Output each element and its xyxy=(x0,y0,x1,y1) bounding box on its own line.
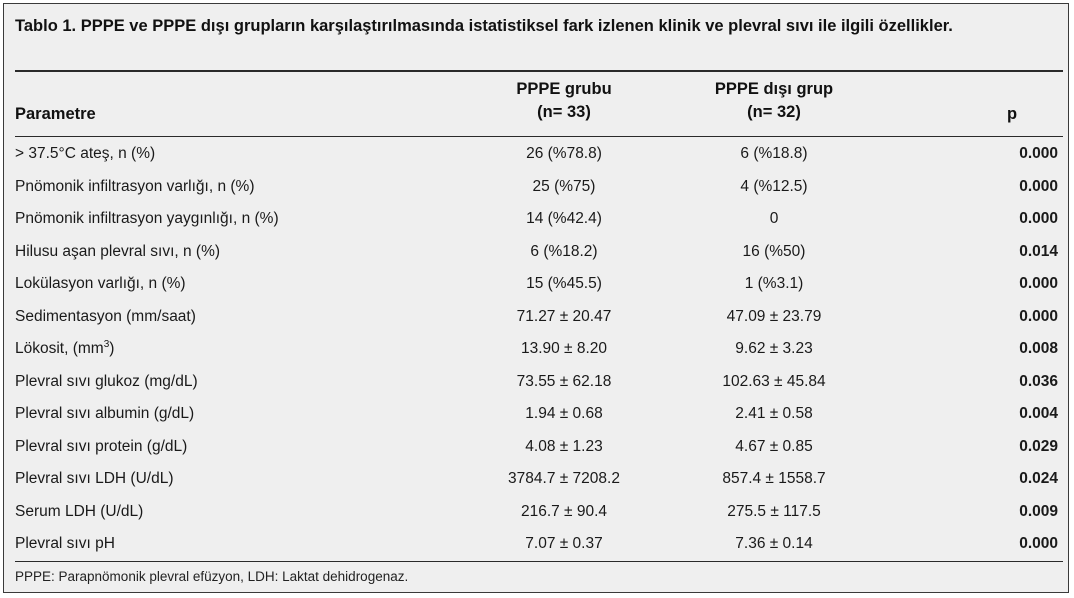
header-pppe-group-title: PPPE grubu xyxy=(516,80,612,98)
table-row xyxy=(15,398,1063,431)
row-pppe-value: 14 (%42.4) xyxy=(526,210,602,227)
header-pppe-group-n: (n= 33) xyxy=(537,103,591,121)
row-non-pppe-value: 6 (%18.8) xyxy=(740,145,808,162)
row-p-value: 0.000 xyxy=(1019,535,1058,552)
row-pppe-value: 4.08 ± 1.23 xyxy=(525,437,603,455)
row-parameter-text: Plevral sıvı glukoz (mg/dL) xyxy=(15,372,198,390)
table-row xyxy=(15,366,1063,399)
row-pppe-value: 6 (%18.2) xyxy=(530,242,598,260)
row-non-pppe-value: 857.4 ± 1558.7 xyxy=(722,470,826,487)
row-p-value: 0.029 xyxy=(1019,437,1058,455)
table-row xyxy=(15,268,1063,301)
row-parameter xyxy=(15,431,187,464)
row-parameter xyxy=(15,203,279,236)
row-parameter xyxy=(15,268,186,301)
row-parameter xyxy=(15,528,115,561)
table-row xyxy=(15,528,1063,561)
row-parameter-text: Sedimentasyon (mm/saat) xyxy=(15,307,196,325)
row-non-pppe-value: 2.41 ± 0.58 xyxy=(735,405,813,422)
row-p-value: 0.000 xyxy=(1019,210,1058,227)
row-parameter-text: Plevral sıvı albumin (g/dL) xyxy=(15,405,195,422)
row-pppe-value: 15 (%45.5) xyxy=(526,275,602,292)
row-parameter xyxy=(15,496,143,529)
row-pppe-value: 25 (%75) xyxy=(532,177,596,195)
row-parameter xyxy=(15,236,220,269)
header-non-pppe-group-n: (n= 32) xyxy=(747,103,801,121)
row-parameter xyxy=(15,366,198,399)
header-parameter: Parametre xyxy=(15,105,96,123)
row-non-pppe-value: 9.62 ± 3.23 xyxy=(735,340,813,357)
table-footnote: PPPE: Parapnömonik plevral efüzyon, LDH: Laktat dehidrogenaz. xyxy=(15,569,409,584)
row-parameter-text: Hilusu aşan plevral sıvı, n (%) xyxy=(15,242,221,260)
row-parameter-text: Pnömonik infiltrasyon yaygınlığı, n (%) xyxy=(15,210,279,227)
row-parameter-text: Lökosit, (mm xyxy=(15,340,104,357)
row-p-value: 0.000 xyxy=(1019,177,1058,195)
row-parameter-text: Pnömonik infiltrasyon varlığı, n (%) xyxy=(15,177,255,195)
row-pppe-value: 26 (%78.8) xyxy=(526,145,602,162)
row-p-value: 0.008 xyxy=(1019,340,1058,357)
header-rule xyxy=(15,136,1063,137)
table-row xyxy=(15,333,1063,366)
row-pppe-value: 1.94 ± 0.68 xyxy=(525,405,603,422)
row-non-pppe-value: 47.09 ± 23.79 xyxy=(726,307,822,325)
row-non-pppe-value: 275.5 ± 117.5 xyxy=(727,502,821,520)
row-pppe-value: 13.90 ± 8.20 xyxy=(520,340,608,357)
row-p-value: 0.009 xyxy=(1019,502,1058,520)
header-non-pppe-group-title: PPPE dışı grup xyxy=(714,80,834,98)
row-p-value: 0.000 xyxy=(1019,145,1058,162)
row-pppe-value: 216.7 ± 90.4 xyxy=(520,502,608,520)
row-p-value: 0.004 xyxy=(1019,405,1058,422)
row-non-pppe-value: 1 (%3.1) xyxy=(744,275,804,292)
row-parameter xyxy=(15,138,155,171)
table-row xyxy=(15,496,1063,529)
row-parameter-suffix: ) xyxy=(109,340,115,357)
row-parameter-text: Plevral sıvı pH xyxy=(15,535,115,552)
row-parameter xyxy=(15,398,194,431)
row-non-pppe-value: 102.63 ± 45.84 xyxy=(722,372,826,390)
table-row xyxy=(15,138,1063,171)
table-row xyxy=(15,203,1063,236)
row-parameter xyxy=(15,171,254,204)
row-non-pppe-value: 7.36 ± 0.14 xyxy=(735,535,813,552)
row-non-pppe-value: 16 (%50) xyxy=(742,242,806,260)
row-parameter xyxy=(15,301,196,334)
row-non-pppe-value: 4 (%12.5) xyxy=(740,177,808,195)
row-p-value: 0.024 xyxy=(1019,470,1058,487)
table-row xyxy=(15,236,1063,269)
row-parameter-superscript: 3 xyxy=(103,339,110,350)
row-non-pppe-value: 4.67 ± 0.85 xyxy=(735,437,813,455)
row-p-value: 0.000 xyxy=(1019,275,1058,292)
row-parameter-text: > 37.5°C ateş, n (%) xyxy=(15,145,156,162)
table-panel xyxy=(3,3,1069,593)
header-pppe-group xyxy=(456,78,672,124)
table-body xyxy=(15,138,1063,561)
row-parameter xyxy=(15,463,173,496)
row-parameter-text: Serum LDH (U/dL) xyxy=(15,502,144,520)
row-p-value: 0.000 xyxy=(1019,307,1058,325)
row-pppe-value: 7.07 ± 0.37 xyxy=(525,535,603,552)
row-parameter-text: Lokülasyon varlığı, n (%) xyxy=(15,275,186,292)
row-p-value: 0.036 xyxy=(1019,372,1058,390)
table-caption: Tablo 1. PPPE ve PPPE dışı grupların karşılaştırılmasında istatistiksel fark izlenen klinik ve plevral sıvı ile ilgili özellikler. xyxy=(15,17,953,35)
row-pppe-value: 3784.7 ± 7208.2 xyxy=(508,470,620,487)
bottom-rule xyxy=(15,561,1063,562)
row-parameter-text: Plevral sıvı LDH (U/dL) xyxy=(15,470,174,487)
row-non-pppe-value: 0 xyxy=(769,210,779,227)
row-parameter-text: Plevral sıvı protein (g/dL) xyxy=(15,437,188,455)
table-row xyxy=(15,301,1063,334)
row-pppe-value: 73.55 ± 62.18 xyxy=(516,372,612,390)
table-row xyxy=(15,463,1063,496)
row-p-value: 0.014 xyxy=(1019,242,1058,260)
table-row xyxy=(15,171,1063,204)
header-p-value: p xyxy=(1006,105,1018,123)
row-pppe-value: 71.27 ± 20.47 xyxy=(516,307,612,325)
table-row xyxy=(15,431,1063,464)
header-non-pppe-group xyxy=(666,78,882,124)
top-rule xyxy=(15,70,1063,72)
row-parameter xyxy=(15,333,114,366)
